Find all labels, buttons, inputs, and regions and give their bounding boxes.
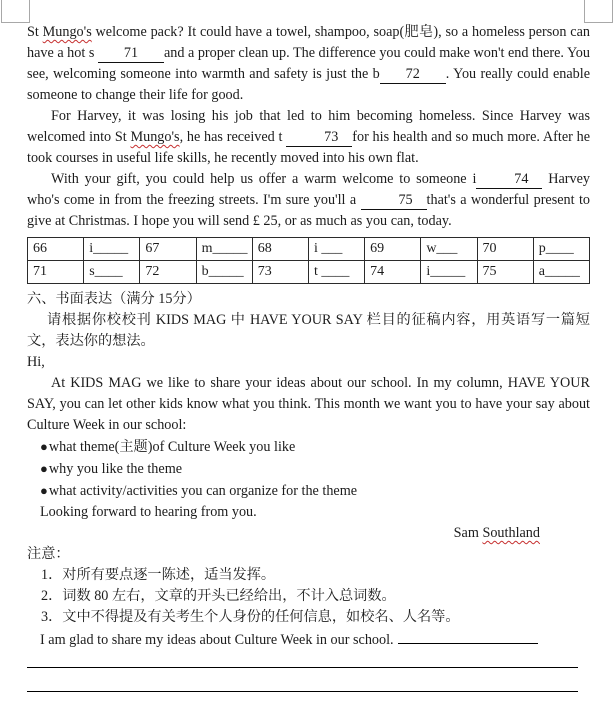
letter-signature [27,523,590,544]
passage-text: , he has received t [179,129,287,145]
answer-blank-cell: b_____ [196,261,252,284]
answer-blank-cell: i ___ [308,238,364,261]
bullet-icon: ● [40,483,48,498]
table-row [28,238,590,261]
cloze-blank-73: 73 [286,129,352,147]
spellcheck-word: Mungo's [130,129,180,145]
starter-text: I am glad to share my ideas about Culture Week in our school. [40,632,394,648]
writing-line [27,668,578,692]
signature-first-name: Sam [453,525,483,541]
bullet-icon: ● [40,439,48,454]
answer-blank-cell: m_____ [196,238,252,261]
question-number-cell: 73 [252,261,308,284]
passage-paragraph-2 [27,106,590,169]
note-item: 2．词数 80 左右，文章的开头已经给出，不计入总词数。 [41,588,396,604]
bullet-item [27,480,590,502]
passage-text: With your gift, you could help us offer a warm welcome to someone i [51,171,477,187]
passage-text: St [27,24,43,40]
answer-blank [398,630,538,644]
page-corner-mark-right [584,0,613,23]
passage-text: welcome pack? It could have a towel, shampoo, soap(肥皂), so a homeless person can have a hot s [27,24,590,61]
answer-blank-cell: a_____ [533,261,589,284]
answer-blank-cell: i_____ [421,261,477,284]
answer-blank-cell: t ____ [308,261,364,284]
bullet-item [27,436,590,458]
table-row [28,261,590,284]
passage-text: that's a wonderful present to give at Christmas. I hope you will send £ 25, or as much as you can, today. [27,192,590,229]
writing-line [27,651,578,668]
note-item: 1．对所有要点逐一陈述，适当发挥。 [41,567,276,583]
spellcheck-word: Southland [482,525,540,541]
answer-table [27,237,590,284]
notes-label: 注意： [27,546,70,562]
page-corner-mark-left [1,0,30,23]
bullet-item [27,458,590,480]
cloze-blank-74: 74 [476,171,542,189]
bullet-text: what activity/activities you can organize for the theme [48,483,358,499]
question-number-cell: 72 [140,261,196,284]
answer-blank-cell: w___ [421,238,477,261]
question-number-cell: 71 [28,261,84,284]
question-number-cell: 66 [28,238,84,261]
task-instruction: 请根据你校校刊 KIDS MAG 中 HAVE YOUR SAY 栏目的征稿内容，用英语写一篇短文，表达你的想法。 [27,312,590,349]
passage-text: for his health and so much more. After he took courses in useful life skills, he recently moved into his own flat. [27,129,590,166]
answer-blank-cell: p____ [533,238,589,261]
bullet-icon: ● [40,461,48,476]
note-item: 3．文中不得提及有关考生个人身份的任何信息，如校名、人名等。 [41,609,460,625]
passage-paragraph-3 [27,169,590,232]
section-heading: 六、书面表达（满分 15分） [27,291,201,307]
question-number-cell: 74 [365,261,421,284]
letter-body: At KIDS MAG we like to share your ideas about our school. In my column, HAVE YOUR SAY, you can let other kids know what you think. This month we want you to have your say about Culture Week in our school: [27,375,590,433]
passage-text: For Harvey, it was losing his job that led to him becoming homeless. Since Harvey was welcomed into St [27,108,590,145]
passage-text: and a proper clean up. The difference you could make won't end there. You see, welcoming someone into warmth and safety is just the b [27,45,590,82]
question-number-cell: 67 [140,238,196,261]
passage-paragraph-1 [27,22,590,106]
question-number-cell: 70 [477,238,533,261]
letter-closing: Looking forward to hearing from you. [40,504,257,520]
cloze-blank-71: 71 [98,45,164,63]
passage-text: Harvey who's come in from the freezing streets. I'm sure you'll a [27,171,590,208]
bullet-text: what theme(主题)of Culture Week you like [48,439,296,455]
question-number-cell: 69 [365,238,421,261]
question-number-cell: 68 [252,238,308,261]
question-number-cell: 75 [477,261,533,284]
cloze-blank-75: 75 [361,192,427,210]
letter-salutation: Hi, [27,354,45,370]
composition-starter [27,630,590,651]
answer-blank-cell: i_____ [84,238,140,261]
answer-blank-cell: s____ [84,261,140,284]
bullet-text: why you like the theme [48,461,183,477]
passage-text: . You really could enable someone to change their life for good. [27,66,590,103]
cloze-blank-72: 72 [380,66,446,84]
spellcheck-word: Mungo's [42,24,92,40]
